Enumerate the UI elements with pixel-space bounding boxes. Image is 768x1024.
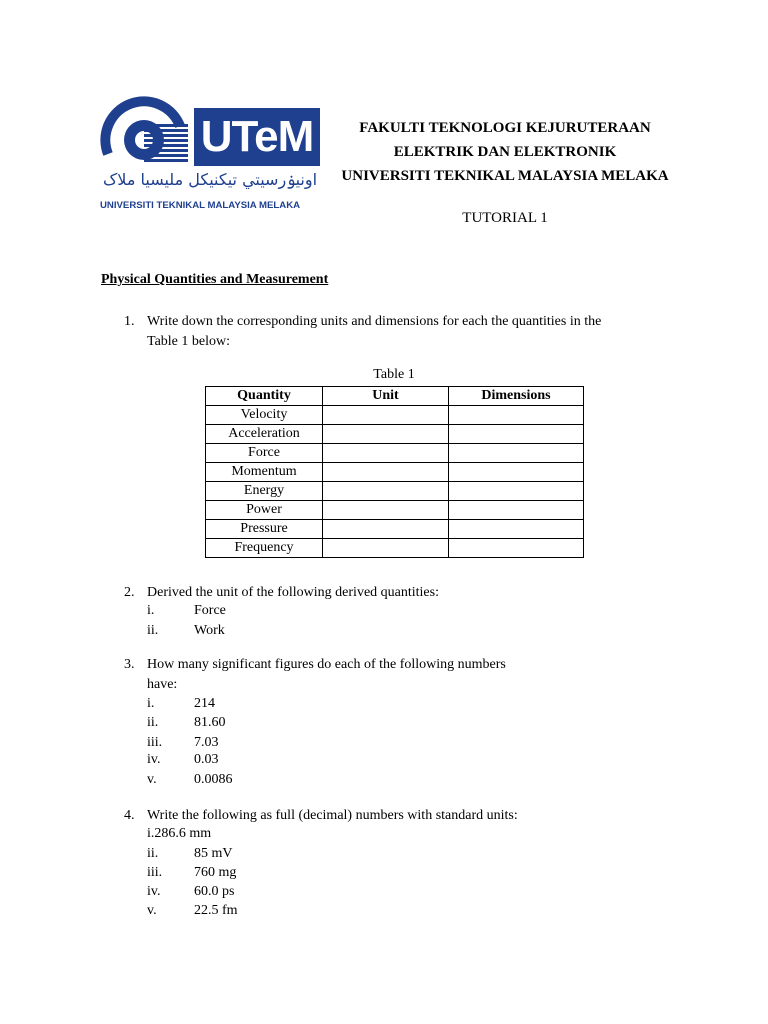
question-number: 4. (124, 808, 135, 823)
list-item-text: 22.5 fm (194, 903, 238, 918)
list-item-number: ii. (147, 623, 159, 638)
jawi-script-text: اونيۏرسيتي تيكنيکل مليسيا ملاک (102, 170, 318, 189)
table-row (206, 501, 584, 520)
quantity-cell: Energy (206, 482, 323, 501)
list-item-text: Force (194, 603, 226, 618)
faculty-name-line1: FAKULTI TEKNOLOGI KEJURUTERAAN (359, 120, 651, 136)
question-text-line2: Table 1 below: (147, 334, 230, 349)
unit-cell (323, 425, 449, 444)
quantity-cell: Velocity (206, 406, 323, 425)
dimensions-cell (449, 482, 584, 501)
question-text (147, 655, 677, 695)
question-text: Write the following as full (decimal) numbers with standard units: (147, 808, 518, 823)
logo-university-name: UNIVERSITI TEKNIKAL MALAYSIA MELAKA (100, 200, 301, 211)
question-text-line2: have: (147, 677, 178, 692)
list-item-number: iii. (147, 865, 163, 880)
quantities-table (205, 386, 584, 558)
quantity-cell: Acceleration (206, 425, 323, 444)
question-text: Derived the unit of the following derived quantities: (147, 585, 439, 600)
table-header-row (206, 387, 584, 406)
utem-brand-text: UTeM (194, 108, 320, 166)
table-row (206, 539, 584, 558)
unit-cell (323, 406, 449, 425)
section-title: Physical Quantities and Measurement (101, 272, 329, 287)
dimensions-cell (449, 463, 584, 482)
unit-cell (323, 520, 449, 539)
list-item-text: 0.03 (194, 752, 219, 767)
question-text-line1: How many significant figures do each of the following numbers (147, 657, 506, 672)
university-name: UNIVERSITI TEKNIKAL MALAYSIA MELAKA (341, 168, 669, 184)
faculty-name-line2: ELEKTRIK DAN ELEKTRONIK (393, 144, 617, 160)
question-text-line1: Write down the corresponding units and dimensions for each the quantities in the (147, 314, 602, 329)
dimensions-cell (449, 501, 584, 520)
unit-cell (323, 463, 449, 482)
quantity-cell: Force (206, 444, 323, 463)
table-row (206, 444, 584, 463)
list-item: i.286.6 mm (147, 826, 212, 841)
table-caption: Table 1 (373, 367, 415, 382)
list-item-number: iv. (147, 884, 161, 899)
list-item-number: v. (147, 903, 157, 918)
table-row (206, 425, 584, 444)
dimensions-cell (449, 425, 584, 444)
tutorial-title: TUTORIAL 1 (462, 210, 548, 226)
table-row (206, 520, 584, 539)
table-row (206, 406, 584, 425)
question-number: 1. (124, 314, 135, 329)
quantity-cell: Pressure (206, 520, 323, 539)
unit-cell (323, 444, 449, 463)
table-row (206, 482, 584, 501)
list-item-number: ii. (147, 715, 159, 730)
header-unit: Unit (323, 387, 449, 406)
list-item-number: v. (147, 772, 157, 787)
utem-seal-icon (100, 96, 188, 168)
table-row (206, 463, 584, 482)
list-item-text: 760 mg (194, 865, 237, 880)
quantity-cell: Power (206, 501, 323, 520)
dimensions-cell (449, 444, 584, 463)
list-item-number: ii. (147, 846, 159, 861)
question-number: 3. (124, 657, 135, 672)
list-item-text: 7.03 (194, 735, 219, 750)
unit-cell (323, 501, 449, 520)
utem-logo (100, 96, 322, 216)
list-item-number: iii. (147, 735, 163, 750)
dimensions-cell (449, 406, 584, 425)
list-item-text: 60.0 ps (194, 884, 235, 899)
list-item-text: 85 mV (194, 846, 233, 861)
list-item-text: Work (194, 623, 225, 638)
quantity-cell: Frequency (206, 539, 323, 558)
question-number: 2. (124, 585, 135, 600)
header-quantity: Quantity (206, 387, 323, 406)
unit-cell (323, 482, 449, 501)
dimensions-cell (449, 539, 584, 558)
header-dimensions: Dimensions (449, 387, 584, 406)
list-item-number: iv. (147, 752, 161, 767)
list-item-text: 81.60 (194, 715, 226, 730)
unit-cell (323, 539, 449, 558)
list-item-text: 0.0086 (194, 772, 233, 787)
quantity-cell: Momentum (206, 463, 323, 482)
dimensions-cell (449, 520, 584, 539)
question-text (147, 312, 677, 352)
list-item-number: i. (147, 603, 155, 618)
list-item-number: i. (147, 696, 155, 711)
list-item-text: 214 (194, 696, 215, 711)
